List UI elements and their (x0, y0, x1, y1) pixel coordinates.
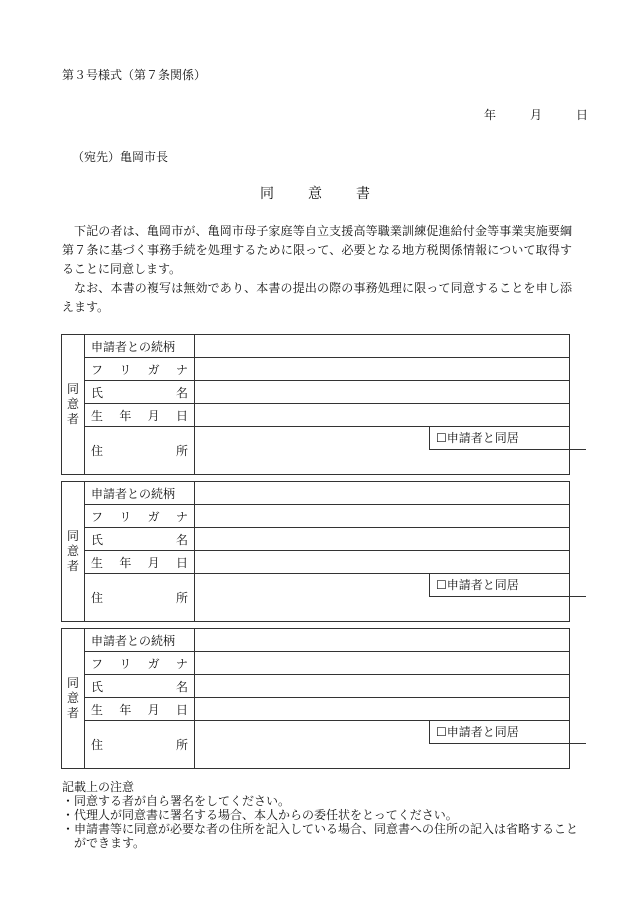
address-field[interactable] (195, 721, 570, 769)
address-label: 住 所 (85, 427, 195, 475)
note-item: ・代理人が同意書に署名する場合、本人からの委任状をとってください。 (62, 808, 458, 822)
furigana-label: フ リ ガ ナ (85, 505, 195, 528)
name-field[interactable] (195, 528, 570, 551)
name-field[interactable] (195, 675, 570, 698)
dob-label: 生 年 月 日 (85, 551, 195, 574)
cohabit-checkbox[interactable]: ☐申請者と同居 (429, 427, 586, 450)
consenter-block-1 (61, 334, 570, 475)
addressee: （宛先）亀岡市長 (72, 150, 169, 164)
furigana-label: フ リ ガ ナ (85, 652, 195, 675)
furigana-field[interactable] (195, 652, 570, 675)
name-label: 氏 名 (85, 675, 195, 698)
address-label: 住 所 (85, 721, 195, 769)
furigana-field[interactable] (195, 505, 570, 528)
notes (62, 780, 582, 850)
dob-label: 生 年 月 日 (85, 404, 195, 427)
address-label: 住 所 (85, 574, 195, 622)
consenter-block-3 (61, 628, 570, 769)
relation-label: 申請者との続柄 (85, 335, 195, 358)
address-field[interactable] (195, 427, 570, 475)
name-field[interactable] (195, 381, 570, 404)
note-item: ・申請書等に同意が必要な者の住所を記入している場合、同意書への住所の記入は省略することができます。 (62, 822, 579, 850)
name-label: 氏 名 (85, 528, 195, 551)
name-label: 氏 名 (85, 381, 195, 404)
note-item: ・同意する者が自ら署名をしてください。 (62, 794, 291, 808)
address-field[interactable] (195, 574, 570, 622)
body-text (62, 222, 572, 317)
body-paragraph-1: 下記の者は、亀岡市が、亀岡市母子家庭等自立支援高等職業訓練促進給付金等事業実施要綱第７条に基づく事務手続を処理するために限って、必要となる地方税関係情報について取得することに同意します。 (62, 224, 572, 276)
notes-heading: 記載上の注意 (62, 780, 135, 794)
form-number: 第３号様式（第７条関係） (62, 68, 207, 82)
relation-field[interactable] (195, 335, 570, 358)
date-year: 年 (484, 108, 497, 122)
consenter-side-label: 同 意 者 (62, 629, 85, 769)
dob-field[interactable] (195, 551, 570, 574)
dob-field[interactable] (195, 698, 570, 721)
document-title: 同意書 (260, 186, 404, 202)
body-paragraph-2: なお、本書の複写は無効であり、本書の提出の際の事務処理に限って同意することを申し添えます。 (62, 281, 572, 314)
furigana-label: フ リ ガ ナ (85, 358, 195, 381)
consenter-side-label: 同 意 者 (62, 335, 85, 475)
consenter-block-2 (61, 481, 570, 622)
consenter-side-label: 同 意 者 (62, 482, 85, 622)
relation-field[interactable] (195, 482, 570, 505)
date-line (484, 106, 588, 123)
relation-label: 申請者との続柄 (85, 482, 195, 505)
cohabit-checkbox[interactable]: ☐申請者と同居 (429, 721, 586, 744)
date-day: 日 (576, 108, 589, 122)
relation-field[interactable] (195, 629, 570, 652)
furigana-field[interactable] (195, 358, 570, 381)
dob-field[interactable] (195, 404, 570, 427)
cohabit-checkbox[interactable]: ☐申請者と同居 (429, 574, 586, 597)
relation-label: 申請者との続柄 (85, 629, 195, 652)
date-month: 月 (530, 108, 543, 122)
dob-label: 生 年 月 日 (85, 698, 195, 721)
